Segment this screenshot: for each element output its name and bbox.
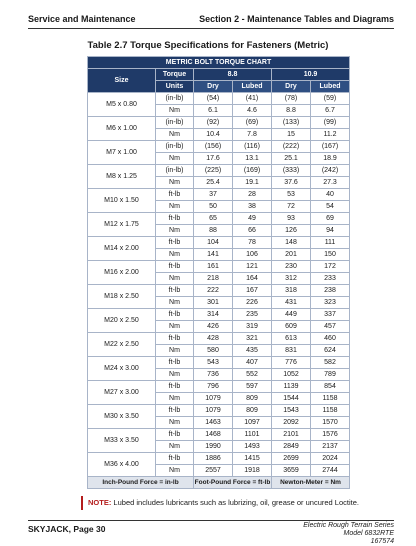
torque-value-cell: 312 — [272, 273, 311, 285]
torque-value-cell: 776 — [272, 357, 311, 369]
torque-value-cell: (54) — [194, 93, 233, 105]
torque-value-cell: 15 — [272, 129, 311, 141]
table-row — [88, 93, 350, 105]
size-header: Size — [88, 69, 156, 93]
torque-value-cell: (92) — [194, 117, 233, 129]
torque-value-cell: 1097 — [233, 417, 272, 429]
inch-pound-legend: Inch-Pound Force = in-lb — [88, 477, 194, 489]
units-cell: ft-lb — [156, 261, 194, 273]
units-cell: ft-lb — [156, 285, 194, 297]
table-row — [88, 237, 350, 249]
table-row — [88, 453, 350, 465]
torque-value-cell: 28 — [233, 189, 272, 201]
torque-value-cell: 104 — [194, 237, 233, 249]
bolt-size-cell: M12 x 1.75 — [88, 213, 156, 237]
units-cell: ft-lb — [156, 333, 194, 345]
torque-value-cell: 1493 — [233, 441, 272, 453]
torque-value-cell: 6.1 — [194, 105, 233, 117]
table-row — [88, 429, 350, 441]
torque-value-cell: 230 — [272, 261, 311, 273]
torque-value-cell: (78) — [272, 93, 311, 105]
note-text: Lubed includes lubricants such as lubrizing, oil, grease or uncured Loctite. — [111, 498, 359, 507]
torque-value-cell: 426 — [194, 321, 233, 333]
torque-value-cell: 167 — [233, 285, 272, 297]
torque-value-cell: 1158 — [311, 393, 350, 405]
torque-value-cell: 301 — [194, 297, 233, 309]
torque-value-cell: 1101 — [233, 429, 272, 441]
torque-value-cell: 1158 — [311, 405, 350, 417]
torque-value-cell: 8.8 — [272, 105, 311, 117]
torque-value-cell: 318 — [272, 285, 311, 297]
foot-pound-legend: Foot-Pound Force = ft-lb — [194, 477, 272, 489]
units-cell: (in-lb) — [156, 165, 194, 177]
torque-value-cell: 2849 — [272, 441, 311, 453]
torque-value-cell: 2744 — [311, 465, 350, 477]
torque-value-cell: 65 — [194, 213, 233, 225]
dry-header: Dry — [194, 81, 233, 93]
torque-value-cell: 337 — [311, 309, 350, 321]
bolt-size-cell: M36 x 4.00 — [88, 453, 156, 477]
units-cell: (in-lb) — [156, 93, 194, 105]
torque-value-cell: 53 — [272, 189, 311, 201]
torque-value-cell: 25.4 — [194, 177, 233, 189]
torque-value-cell: (167) — [311, 141, 350, 153]
torque-value-cell: 854 — [311, 381, 350, 393]
units-cell: ft-lb — [156, 429, 194, 441]
torque-value-cell: 624 — [311, 345, 350, 357]
newton-meter-legend: Newton-Meter = Nm — [272, 477, 350, 489]
page-header — [28, 14, 394, 28]
torque-value-cell: 27.3 — [311, 177, 350, 189]
torque-value-cell: 148 — [272, 237, 311, 249]
torque-value-cell: 789 — [311, 369, 350, 381]
torque-value-cell: 226 — [233, 297, 272, 309]
units-header: Units — [156, 81, 194, 93]
header-divider — [28, 28, 394, 29]
torque-value-cell: 449 — [272, 309, 311, 321]
units-cell: ft-lb — [156, 237, 194, 249]
torque-value-cell: 141 — [194, 249, 233, 261]
torque-value-cell: 314 — [194, 309, 233, 321]
units-cell: Nm — [156, 105, 194, 117]
torque-value-cell: 796 — [194, 381, 233, 393]
torque-value-cell: 1990 — [194, 441, 233, 453]
torque-value-cell: 543 — [194, 357, 233, 369]
torque-value-cell: 323 — [311, 297, 350, 309]
torque-value-cell: 435 — [233, 345, 272, 357]
torque-value-cell: 50 — [194, 201, 233, 213]
units-cell: ft-lb — [156, 213, 194, 225]
torque-value-cell: 111 — [311, 237, 350, 249]
units-cell: Nm — [156, 417, 194, 429]
table-row — [88, 285, 350, 297]
torque-value-cell: 2699 — [272, 453, 311, 465]
torque-value-cell: 6.7 — [311, 105, 350, 117]
bolt-size-cell: M22 x 2.50 — [88, 333, 156, 357]
units-cell: (in-lb) — [156, 117, 194, 129]
lubed-header: Lubed — [233, 81, 272, 93]
torque-value-cell: 1570 — [311, 417, 350, 429]
torque-value-cell: 238 — [311, 285, 350, 297]
torque-value-cell: 19.1 — [233, 177, 272, 189]
bolt-size-cell: M24 x 3.00 — [88, 357, 156, 381]
torque-value-cell: 1468 — [194, 429, 233, 441]
torque-value-cell: 736 — [194, 369, 233, 381]
units-cell: Nm — [156, 249, 194, 261]
table-row — [88, 357, 350, 369]
torque-value-cell: 580 — [194, 345, 233, 357]
table-row — [88, 141, 350, 153]
torque-value-cell: 319 — [233, 321, 272, 333]
bolt-size-cell: M7 x 1.00 — [88, 141, 156, 165]
torque-value-cell: 2101 — [272, 429, 311, 441]
torque-value-cell: 1463 — [194, 417, 233, 429]
torque-value-cell: 597 — [233, 381, 272, 393]
torque-value-cell: 93 — [272, 213, 311, 225]
torque-value-cell: (242) — [311, 165, 350, 177]
torque-table — [87, 56, 350, 489]
torque-value-cell: (116) — [233, 141, 272, 153]
torque-value-cell: (333) — [272, 165, 311, 177]
table-row — [88, 381, 350, 393]
torque-value-cell: 3659 — [272, 465, 311, 477]
note-label: NOTE: — [88, 498, 112, 507]
torque-table-body — [88, 93, 350, 477]
units-cell: Nm — [156, 369, 194, 381]
torque-value-cell: 460 — [311, 333, 350, 345]
torque-value-cell: 88 — [194, 225, 233, 237]
torque-value-cell: 4.6 — [233, 105, 272, 117]
torque-value-cell: 609 — [272, 321, 311, 333]
torque-value-cell: (41) — [233, 93, 272, 105]
torque-value-cell: 809 — [233, 405, 272, 417]
grade-10-9-header: 10.9 — [272, 69, 350, 81]
units-cell: ft-lb — [156, 189, 194, 201]
torque-value-cell: 7.8 — [233, 129, 272, 141]
torque-value-cell: 1052 — [272, 369, 311, 381]
units-cell: ft-lb — [156, 309, 194, 321]
torque-value-cell: 582 — [311, 357, 350, 369]
torque-value-cell: 407 — [233, 357, 272, 369]
note — [88, 498, 359, 507]
torque-value-cell: 69 — [311, 213, 350, 225]
units-cell: ft-lb — [156, 405, 194, 417]
bolt-size-cell: M27 x 3.00 — [88, 381, 156, 405]
torque-value-cell: (69) — [233, 117, 272, 129]
units-cell: ft-lb — [156, 381, 194, 393]
torque-value-cell: 161 — [194, 261, 233, 273]
units-cell: (in-lb) — [156, 141, 194, 153]
footer-divider — [28, 520, 394, 521]
torque-value-cell: 72 — [272, 201, 311, 213]
table-row — [88, 261, 350, 273]
table-row — [88, 117, 350, 129]
footer-model-info — [303, 522, 394, 546]
header-chapter-title: Section 2 - Maintenance Tables and Diagrams — [199, 14, 394, 24]
bolt-size-cell: M18 x 2.50 — [88, 285, 156, 309]
torque-value-cell: 66 — [233, 225, 272, 237]
torque-value-cell: 431 — [272, 297, 311, 309]
table-caption: Table 2.7 Torque Specifications for Fasteners (Metric) — [87, 40, 329, 51]
torque-value-cell: 37.6 — [272, 177, 311, 189]
torque-value-cell: 218 — [194, 273, 233, 285]
torque-value-cell: 49 — [233, 213, 272, 225]
torque-value-cell: 201 — [272, 249, 311, 261]
units-cell: Nm — [156, 129, 194, 141]
table-row — [88, 405, 350, 417]
units-cell: Nm — [156, 273, 194, 285]
bolt-size-cell: M8 x 1.25 — [88, 165, 156, 189]
bolt-size-cell: M30 x 3.50 — [88, 405, 156, 429]
torque-value-cell: 126 — [272, 225, 311, 237]
torque-value-cell: 1079 — [194, 405, 233, 417]
torque-value-cell: 1576 — [311, 429, 350, 441]
torque-value-cell: 2557 — [194, 465, 233, 477]
torque-value-cell: 1886 — [194, 453, 233, 465]
torque-value-cell: 428 — [194, 333, 233, 345]
torque-value-cell: 164 — [233, 273, 272, 285]
units-cell: Nm — [156, 393, 194, 405]
bolt-size-cell: M20 x 2.50 — [88, 309, 156, 333]
torque-value-cell: 37 — [194, 189, 233, 201]
footer-part-number: 167574 — [370, 538, 394, 545]
torque-value-cell: 233 — [311, 273, 350, 285]
note-marker — [81, 496, 83, 510]
footer-page-label: SKYJACK, Page 30 — [28, 524, 106, 534]
units-cell: Nm — [156, 201, 194, 213]
bolt-size-cell: M5 x 0.80 — [88, 93, 156, 117]
table-row — [88, 213, 350, 225]
torque-value-cell: 222 — [194, 285, 233, 297]
torque-value-cell: (99) — [311, 117, 350, 129]
units-cell: Nm — [156, 345, 194, 357]
torque-value-cell: (156) — [194, 141, 233, 153]
grade-8-8-header: 8.8 — [194, 69, 272, 81]
torque-value-cell: (222) — [272, 141, 311, 153]
torque-value-cell: 2137 — [311, 441, 350, 453]
footer-series: Electric Rough Terrain Series — [303, 522, 394, 529]
torque-value-cell: 18.9 — [311, 153, 350, 165]
bolt-size-cell: M6 x 1.00 — [88, 117, 156, 141]
torque-value-cell: 94 — [311, 225, 350, 237]
torque-value-cell: 1543 — [272, 405, 311, 417]
torque-header: Torque — [156, 69, 194, 81]
units-cell: Nm — [156, 465, 194, 477]
units-cell: Nm — [156, 441, 194, 453]
table-row — [88, 165, 350, 177]
bolt-size-cell: M33 x 3.50 — [88, 429, 156, 453]
units-cell: ft-lb — [156, 453, 194, 465]
torque-value-cell: 38 — [233, 201, 272, 213]
torque-value-cell: (169) — [233, 165, 272, 177]
torque-value-cell: 809 — [233, 393, 272, 405]
torque-value-cell: 831 — [272, 345, 311, 357]
table-row — [88, 333, 350, 345]
units-cell: Nm — [156, 153, 194, 165]
torque-value-cell: 121 — [233, 261, 272, 273]
torque-value-cell: 1139 — [272, 381, 311, 393]
torque-value-cell: 25.1 — [272, 153, 311, 165]
lubed-header: Lubed — [311, 81, 350, 93]
bolt-size-cell: M14 x 2.00 — [88, 237, 156, 261]
dry-header: Dry — [272, 81, 311, 93]
torque-value-cell: (133) — [272, 117, 311, 129]
torque-value-cell: 40 — [311, 189, 350, 201]
footer-model: Model 6832RTE — [343, 530, 394, 537]
torque-value-cell: 457 — [311, 321, 350, 333]
table-title-cell: METRIC BOLT TORQUE CHART — [88, 57, 350, 69]
torque-value-cell: 321 — [233, 333, 272, 345]
torque-value-cell: 13.1 — [233, 153, 272, 165]
torque-value-cell: 2024 — [311, 453, 350, 465]
units-cell: ft-lb — [156, 357, 194, 369]
torque-value-cell: (225) — [194, 165, 233, 177]
units-cell: Nm — [156, 225, 194, 237]
units-cell: Nm — [156, 297, 194, 309]
units-cell: Nm — [156, 321, 194, 333]
units-cell: Nm — [156, 177, 194, 189]
torque-value-cell: 1415 — [233, 453, 272, 465]
torque-value-cell: 235 — [233, 309, 272, 321]
torque-value-cell: 1918 — [233, 465, 272, 477]
torque-value-cell: 150 — [311, 249, 350, 261]
header-section-title: Service and Maintenance — [28, 14, 136, 24]
torque-value-cell: 78 — [233, 237, 272, 249]
torque-value-cell: 54 — [311, 201, 350, 213]
torque-value-cell: 1544 — [272, 393, 311, 405]
torque-value-cell: 2092 — [272, 417, 311, 429]
torque-value-cell: (59) — [311, 93, 350, 105]
torque-value-cell: 172 — [311, 261, 350, 273]
torque-value-cell: 11.2 — [311, 129, 350, 141]
table-row — [88, 189, 350, 201]
torque-value-cell: 552 — [233, 369, 272, 381]
torque-value-cell: 613 — [272, 333, 311, 345]
bolt-size-cell: M10 x 1.50 — [88, 189, 156, 213]
bolt-size-cell: M16 x 2.00 — [88, 261, 156, 285]
torque-value-cell: 10.4 — [194, 129, 233, 141]
torque-value-cell: 106 — [233, 249, 272, 261]
table-row — [88, 309, 350, 321]
torque-value-cell: 1079 — [194, 393, 233, 405]
torque-value-cell: 17.6 — [194, 153, 233, 165]
